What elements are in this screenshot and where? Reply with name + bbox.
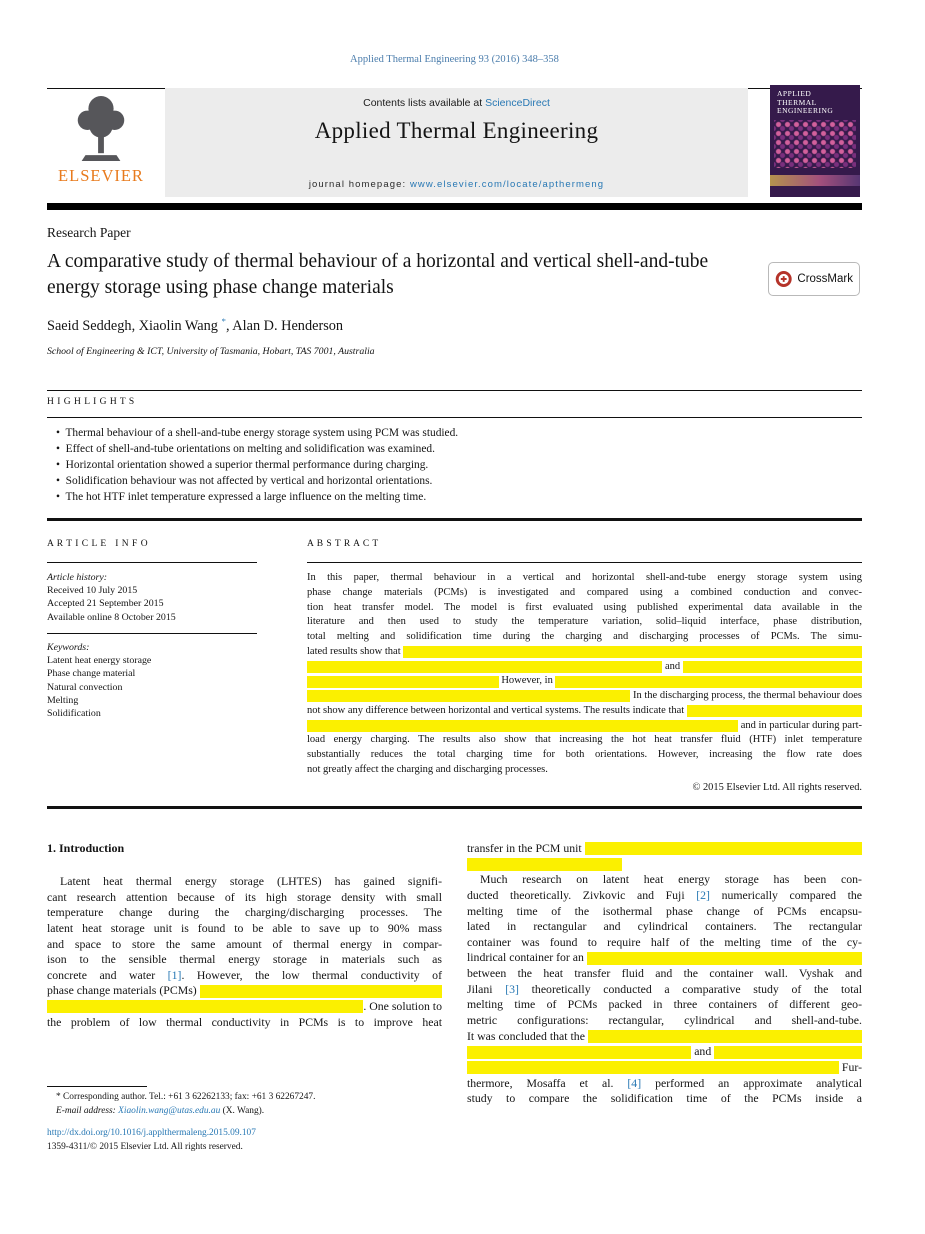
homepage-prefix: journal homepage:: [308, 179, 410, 190]
text-segment: * Corresponding author. Tel.: +61 3 62262133; fax: +61 3 62267247.: [56, 1092, 316, 1102]
abstract-line: [307, 748, 862, 763]
text-segment: and space to store the same amount of thermal energy in compar-: [47, 936, 442, 951]
abstract-line: [307, 630, 862, 645]
text-segment: (X. Wang).: [220, 1105, 265, 1116]
text-segment: latent heat storage unit is found to be able to save up to 90% mass: [47, 920, 442, 935]
redaction-highlight: [307, 690, 630, 702]
body-text-line: [47, 968, 442, 984]
redaction-highlight: [585, 842, 862, 855]
body-text-line: [47, 999, 442, 1015]
keyword-line: [47, 654, 297, 667]
body-text-line: [47, 1015, 442, 1031]
text-segment: phase change materials (PCMs) is investigated and compared using a combined conduction and convec-: [307, 586, 862, 598]
abstract-line: [307, 674, 862, 689]
body-text-line: [467, 841, 862, 857]
body-text-line: [47, 952, 442, 968]
inline-link[interactable]: [1]: [167, 967, 182, 982]
body-text-line: [47, 874, 442, 890]
author-names-suffix: , Alan D. Henderson: [225, 317, 344, 334]
redaction-highlight: [588, 1030, 862, 1043]
body-text-line: [467, 935, 862, 951]
body-text-line: [467, 888, 862, 904]
cover-art-pattern: [774, 120, 856, 168]
redaction-highlight: [307, 720, 738, 732]
text-segment: literature and then used to study the temperature variation, solid–liquid interface, phase distribution,: [307, 616, 862, 628]
contents-line: [165, 97, 748, 109]
redaction-highlight: [467, 1046, 691, 1059]
text-segment: theoretically conducted a comparative study of the total: [518, 981, 862, 996]
abstract-line: [307, 571, 862, 586]
body-text-line: [467, 1044, 862, 1060]
body-text-line: [467, 919, 862, 935]
redaction-highlight: [587, 952, 862, 965]
inline-link[interactable]: [2]: [696, 887, 710, 902]
text-segment: However, in: [498, 675, 556, 687]
text-segment: not greatly affect the charging and discharging processes.: [307, 763, 548, 775]
highlights-heading: H I G H L I G H T S: [47, 397, 135, 407]
text-segment: between the heat transfer fluid and the container wall. Vyshak and: [467, 966, 862, 981]
highlight-item: [56, 458, 851, 474]
crossmark-icon: [775, 268, 792, 290]
text-segment: lindrical container for an: [467, 950, 587, 965]
body-text-line: [47, 983, 442, 999]
author-names: Saeid Seddegh, Xiaolin Wang: [47, 317, 222, 334]
footnote-line: [56, 1105, 467, 1119]
divider-rule: [47, 806, 862, 809]
text-segment: concrete and water: [47, 967, 168, 982]
article-title: A comparative study of thermal behaviour of a horizontal and vertical shell-and-tube energy storage using phase change materials: [47, 251, 709, 298]
text-segment: tion heat transfer model. The model is first evaluated using published experimental data available in the: [307, 601, 862, 613]
history-line: [47, 611, 297, 624]
text-segment: Latent heat energy storage: [47, 655, 152, 667]
redaction-highlight: [467, 1061, 839, 1074]
text-segment: Received 10 July 2015: [47, 585, 138, 597]
text-segment: • Effect of shell-and-tube orientations on melting and solidification was examined.: [56, 442, 435, 455]
text-segment: Much research on latent heat energy storage has been con-: [480, 872, 862, 887]
text-segment: study to compare the solidification time of the PCMs inside a: [467, 1091, 862, 1106]
text-segment: Latent heat thermal energy storage (LHTES) has gained signifi-: [60, 874, 442, 888]
contents-prefix: Contents lists available at: [363, 97, 486, 109]
abstract-heading: A B S T R A C T: [307, 539, 379, 549]
article-type-label: Research Paper: [47, 225, 131, 240]
redaction-highlight: [403, 646, 862, 658]
redaction-highlight: [714, 1046, 862, 1059]
divider-rule: [307, 562, 862, 563]
journal-title: Applied Thermal Engineering: [314, 118, 599, 143]
text-segment: melting time of PCMs packed in three containers of different geo-: [467, 997, 862, 1012]
redaction-highlight: [555, 676, 862, 688]
elsevier-tree-icon: [70, 91, 132, 165]
body-column-right: [467, 841, 862, 1107]
text-segment: ison to the sensible thermal energy storage in materials such as: [47, 952, 442, 967]
text-segment: Melting: [47, 694, 79, 706]
inline-link[interactable]: [4]: [627, 1075, 642, 1090]
body-text-line: [47, 890, 442, 906]
text-segment: and: [662, 660, 683, 672]
text-segment: Natural convection: [47, 681, 123, 693]
keyword-line: [47, 641, 297, 654]
abstract-line: [307, 689, 862, 704]
text-segment: melting time of the isothermal phase change of PCMs encapsu-: [467, 903, 862, 918]
abstract-text: [307, 571, 862, 778]
text-segment: load energy charging. The results also show that increasing the hot heat transfer fluid (HTF) inlet temperature: [307, 734, 862, 746]
homepage-link[interactable]: www.elsevier.com/locate/apthermeng: [409, 179, 605, 190]
text-segment: . However, the low thermal conductivity of: [181, 967, 443, 982]
body-text-line: [467, 966, 862, 982]
highlights-list: [56, 426, 851, 506]
divider-rule: [47, 633, 257, 634]
highlight-item: [56, 474, 851, 490]
redaction-highlight: [307, 661, 662, 673]
crossmark-label: CrossMark: [797, 273, 853, 285]
body-text-line: [467, 950, 862, 966]
text-segment: not show any difference between horizontal and vertical systems. The results indicate that: [307, 704, 687, 716]
header-divider-bar: [47, 203, 862, 210]
text-segment: total melting and solidification time during the charging and discharging processes of PCMs. The simu-: [307, 631, 862, 642]
redaction-highlight: [307, 676, 499, 688]
body-text-line: [467, 1091, 862, 1107]
issn-copyright-line: 1359-4311/© 2015 Elsevier Ltd. All rights reserved.: [47, 1142, 243, 1152]
highlight-item: [56, 426, 851, 442]
text-segment: Phase change material: [47, 668, 136, 680]
text-segment: • Horizontal orientation showed a superior thermal performance during charging.: [56, 458, 429, 471]
divider-rule: [47, 417, 862, 418]
abstract-line: [307, 763, 862, 778]
text-segment: lated results show that: [307, 645, 404, 657]
text-segment: performed an approximate analytical: [641, 1075, 862, 1090]
cover-title: APPLIED THERMAL ENGINEERING: [777, 89, 834, 115]
text-segment: • Thermal behaviour of a shell-and-tube energy storage system using PCM was studied.: [56, 427, 459, 439]
doi-link[interactable]: http://dx.doi.org/10.1016/j.applthermaleng.2015.09.107: [47, 1128, 256, 1138]
body-text-line: [47, 905, 442, 921]
corresponding-author-marker[interactable]: *: [221, 316, 226, 326]
text-segment: metric configurations: rectangular, cylindrical and shell-and-tube.: [467, 1013, 862, 1028]
body-text-line: [467, 1013, 862, 1029]
body-text-line: [467, 1060, 862, 1076]
body-text-line: [467, 1076, 862, 1092]
journal-citation-link[interactable]: Applied Thermal Engineering 93 (2016) 348–358: [350, 54, 559, 65]
text-segment: transfer in the PCM unit: [467, 841, 585, 855]
abstract-line: [307, 719, 862, 734]
article-info-heading: A R T I C L E I N F O: [47, 539, 149, 549]
copyright-line: © 2015 Elsevier Ltd. All rights reserved.: [692, 782, 862, 793]
crossmark-badge[interactable]: [768, 262, 860, 296]
abstract-line: [307, 704, 862, 719]
text-segment: and: [691, 1044, 715, 1059]
divider-rule: [47, 390, 862, 391]
text-segment: temperature change during the charging/discharging processes. The: [47, 905, 442, 920]
body-text-line: [467, 872, 862, 888]
text-segment: ducted theoretically. Zivkovic and Fuji: [467, 887, 697, 902]
body-column-left: [47, 874, 442, 1030]
text-segment: E-mail address:: [56, 1105, 119, 1116]
body-text-line: [467, 1029, 862, 1045]
body-text-line: [47, 921, 442, 937]
text-segment: Available online 8 October 2015: [47, 611, 176, 623]
text-segment: It was concluded that the: [467, 1028, 588, 1043]
body-text-line: [467, 857, 862, 873]
section-heading-introduction: 1. Introduction: [47, 841, 125, 855]
body-text-line: [467, 904, 862, 920]
abstract-line: [307, 733, 862, 748]
text-segment: thermore, Mosaffa et al.: [467, 1075, 628, 1090]
footnote-line: [56, 1091, 467, 1105]
homepage-line: [165, 179, 748, 190]
sciencedirect-link[interactable]: ScienceDirect: [485, 97, 550, 109]
text-segment: substantially reduces the total charging time for both orientations. However, increasing the flow rate does: [307, 749, 862, 760]
cover-band: [770, 175, 860, 186]
footnotes: [47, 1091, 467, 1118]
elsevier-wordmark: ELSEVIER: [58, 166, 144, 185]
text-segment: In the discharging process, the thermal behaviour does: [630, 690, 862, 701]
redaction-highlight: [687, 705, 862, 717]
history-line: [47, 584, 297, 597]
affiliation: School of Engineering & ICT, University of Tasmania, Hobart, TAS 7001, Australia: [47, 346, 375, 357]
text-segment: Solidification: [47, 708, 101, 720]
redaction-highlight: [200, 985, 442, 998]
text-segment: cant research attention because of its high storage density with small: [47, 889, 442, 904]
authors-line: [47, 316, 343, 335]
text-segment: the problem of low thermal conductivity in PCMs is to improve heat: [47, 1014, 442, 1029]
keyword-line: [47, 694, 297, 707]
highlight-item: [56, 490, 851, 506]
abstract-line: [307, 645, 862, 660]
text-segment: lated in rectangular and cylindrical containers. The rectangular: [467, 919, 862, 934]
text-segment: In this paper, thermal behaviour in a vertical and horizontal shell-and-tube energy storage system using: [307, 572, 862, 583]
body-text-line: [467, 982, 862, 998]
text-segment: Keywords:: [47, 642, 90, 653]
text-segment: numerically compared the: [709, 887, 863, 902]
text-segment: • Solidification behaviour was not affected by vertical and horizontal orientations.: [56, 474, 433, 487]
abstract-line: [307, 660, 862, 675]
text-segment: . One solution to: [363, 999, 442, 1014]
inline-link[interactable]: Xiaolin.wang@utas.edu.au: [118, 1105, 221, 1116]
journal-header-box: [165, 88, 748, 197]
journal-cover-thumbnail[interactable]: [770, 85, 860, 197]
keyword-line: [47, 667, 297, 680]
text-segment: Accepted 21 September 2015: [47, 598, 164, 610]
footnote-rule: [47, 1086, 147, 1087]
inline-link[interactable]: [3]: [505, 981, 519, 996]
keyword-line: [47, 707, 297, 720]
text-segment: Article history:: [47, 572, 108, 583]
abstract-line: [307, 601, 862, 616]
body-text-line: [47, 937, 442, 953]
keyword-line: [47, 681, 297, 694]
text-segment: • The hot HTF inlet temperature expressed a large influence on the melting time.: [56, 490, 427, 503]
history-line: [47, 597, 297, 610]
text-segment: phase change materials (PCMs): [47, 983, 200, 998]
divider-rule: [47, 562, 257, 563]
keywords-list: [47, 641, 297, 720]
article-history: [47, 571, 297, 624]
redaction-highlight: [683, 661, 862, 673]
history-line: [47, 571, 297, 584]
abstract-line: [307, 586, 862, 601]
text-segment: container was found to require half of the melting time of the cy-: [467, 934, 862, 949]
redaction-highlight: [467, 858, 622, 871]
redaction-highlight: [47, 1000, 363, 1013]
text-segment: Jilani: [467, 981, 506, 996]
body-text-line: [467, 997, 862, 1013]
divider-rule: [47, 518, 862, 521]
abstract-line: [307, 615, 862, 630]
text-segment: and in particular during part-: [738, 719, 862, 731]
elsevier-logo[interactable]: [47, 91, 155, 197]
text-segment: Fur-: [838, 1059, 862, 1074]
highlight-item: [56, 442, 851, 458]
